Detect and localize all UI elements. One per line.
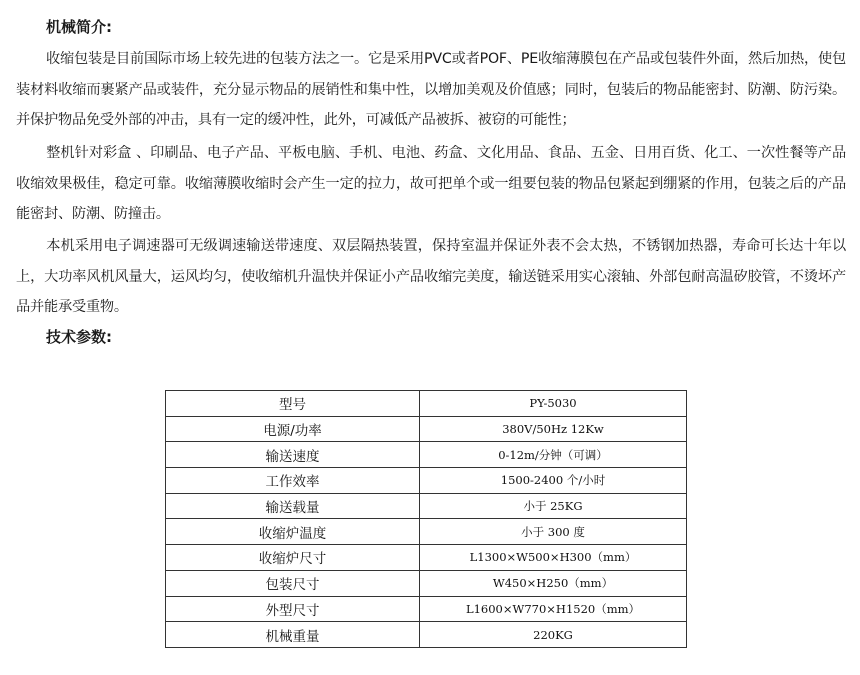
table-row	[166, 468, 687, 494]
table-row	[166, 416, 687, 442]
table-row	[166, 442, 687, 468]
intro-paragraph-3	[16, 231, 846, 323]
spec-value: 小于 300 度	[420, 519, 687, 545]
specs-table	[165, 390, 687, 648]
spec-label: 机械重量	[166, 622, 420, 648]
spec-value: 220KG	[420, 622, 687, 648]
intro-heading: 机械简介:	[46, 18, 112, 36]
intro-paragraph-3-text: 本机采用电子调速器可无级调速输送带速度、双层隔热装置，保持室温并保证外表不会太热，不锈钢加热器，寿命可长达十年以上，大功率风机风量大，运风均匀，使收缩机升温快并保证小产品收缩完美度，输送链采用实心滚轴、外部包耐高温矽胶管，不烫坏产品并能承受重物。	[16, 238, 846, 315]
spec-label: 输送载量	[166, 493, 420, 519]
specs-heading: 技术参数:	[46, 328, 112, 346]
table-row	[166, 519, 687, 545]
spec-value: 0-12m/分钟（可调）	[420, 442, 687, 468]
spec-value: 小于 25KG	[420, 493, 687, 519]
spec-value: 380V/50Hz 12Kw	[420, 416, 687, 442]
spec-value: L1300×W500×H300（mm）	[420, 545, 687, 571]
spec-label: 型号	[166, 391, 420, 417]
spec-value: W450×H250（mm）	[420, 570, 687, 596]
table-row	[166, 545, 687, 571]
spec-value: L1600×W770×H1520（mm）	[420, 596, 687, 622]
spec-label: 输送速度	[166, 442, 420, 468]
spec-value: PY-5030	[420, 391, 687, 417]
table-row	[166, 493, 687, 519]
table-row	[166, 596, 687, 622]
intro-paragraph-1-text: 收缩包装是目前国际市场上较先进的包装方法之一。它是采用PVC或者POF、PE收缩薄膜包在产品或包装件外面，然后加热，使包装材料收缩而裹紧产品或装件，充分显示物品的展销性和集中性，以增加美观及价值感；同时，包装后的物品能密封、防潮、防污染。并保护物品免受外部的冲击，具有一定的缓冲性，此外，可减低产品被拆、被窃的可能性；	[16, 51, 846, 128]
table-row	[166, 391, 687, 417]
intro-paragraph-2-text: 整机针对彩盒 、印刷品、电子产品、平板电脑、手机、电池、药盒、文化用品、食品、五金、日用百货、化工、一次性餐等产品收缩效果极佳，稳定可靠。收缩薄膜收缩时会产生一定的拉力，故可把单个或一组要包装的物品包紧起到绷紧的作用，包装之后的产品能密封、防潮、防撞击。	[16, 145, 846, 222]
spec-value: 1500-2400 个/小时	[420, 468, 687, 494]
table-row	[166, 570, 687, 596]
spec-label: 工作效率	[166, 468, 420, 494]
intro-paragraph-1	[16, 44, 846, 136]
spec-label: 电源/功率	[166, 416, 420, 442]
spec-label: 收缩炉尺寸	[166, 545, 420, 571]
spec-label: 包装尺寸	[166, 570, 420, 596]
spec-label: 外型尺寸	[166, 596, 420, 622]
table-row	[166, 622, 687, 648]
intro-paragraph-2	[16, 138, 846, 230]
spec-label: 收缩炉温度	[166, 519, 420, 545]
